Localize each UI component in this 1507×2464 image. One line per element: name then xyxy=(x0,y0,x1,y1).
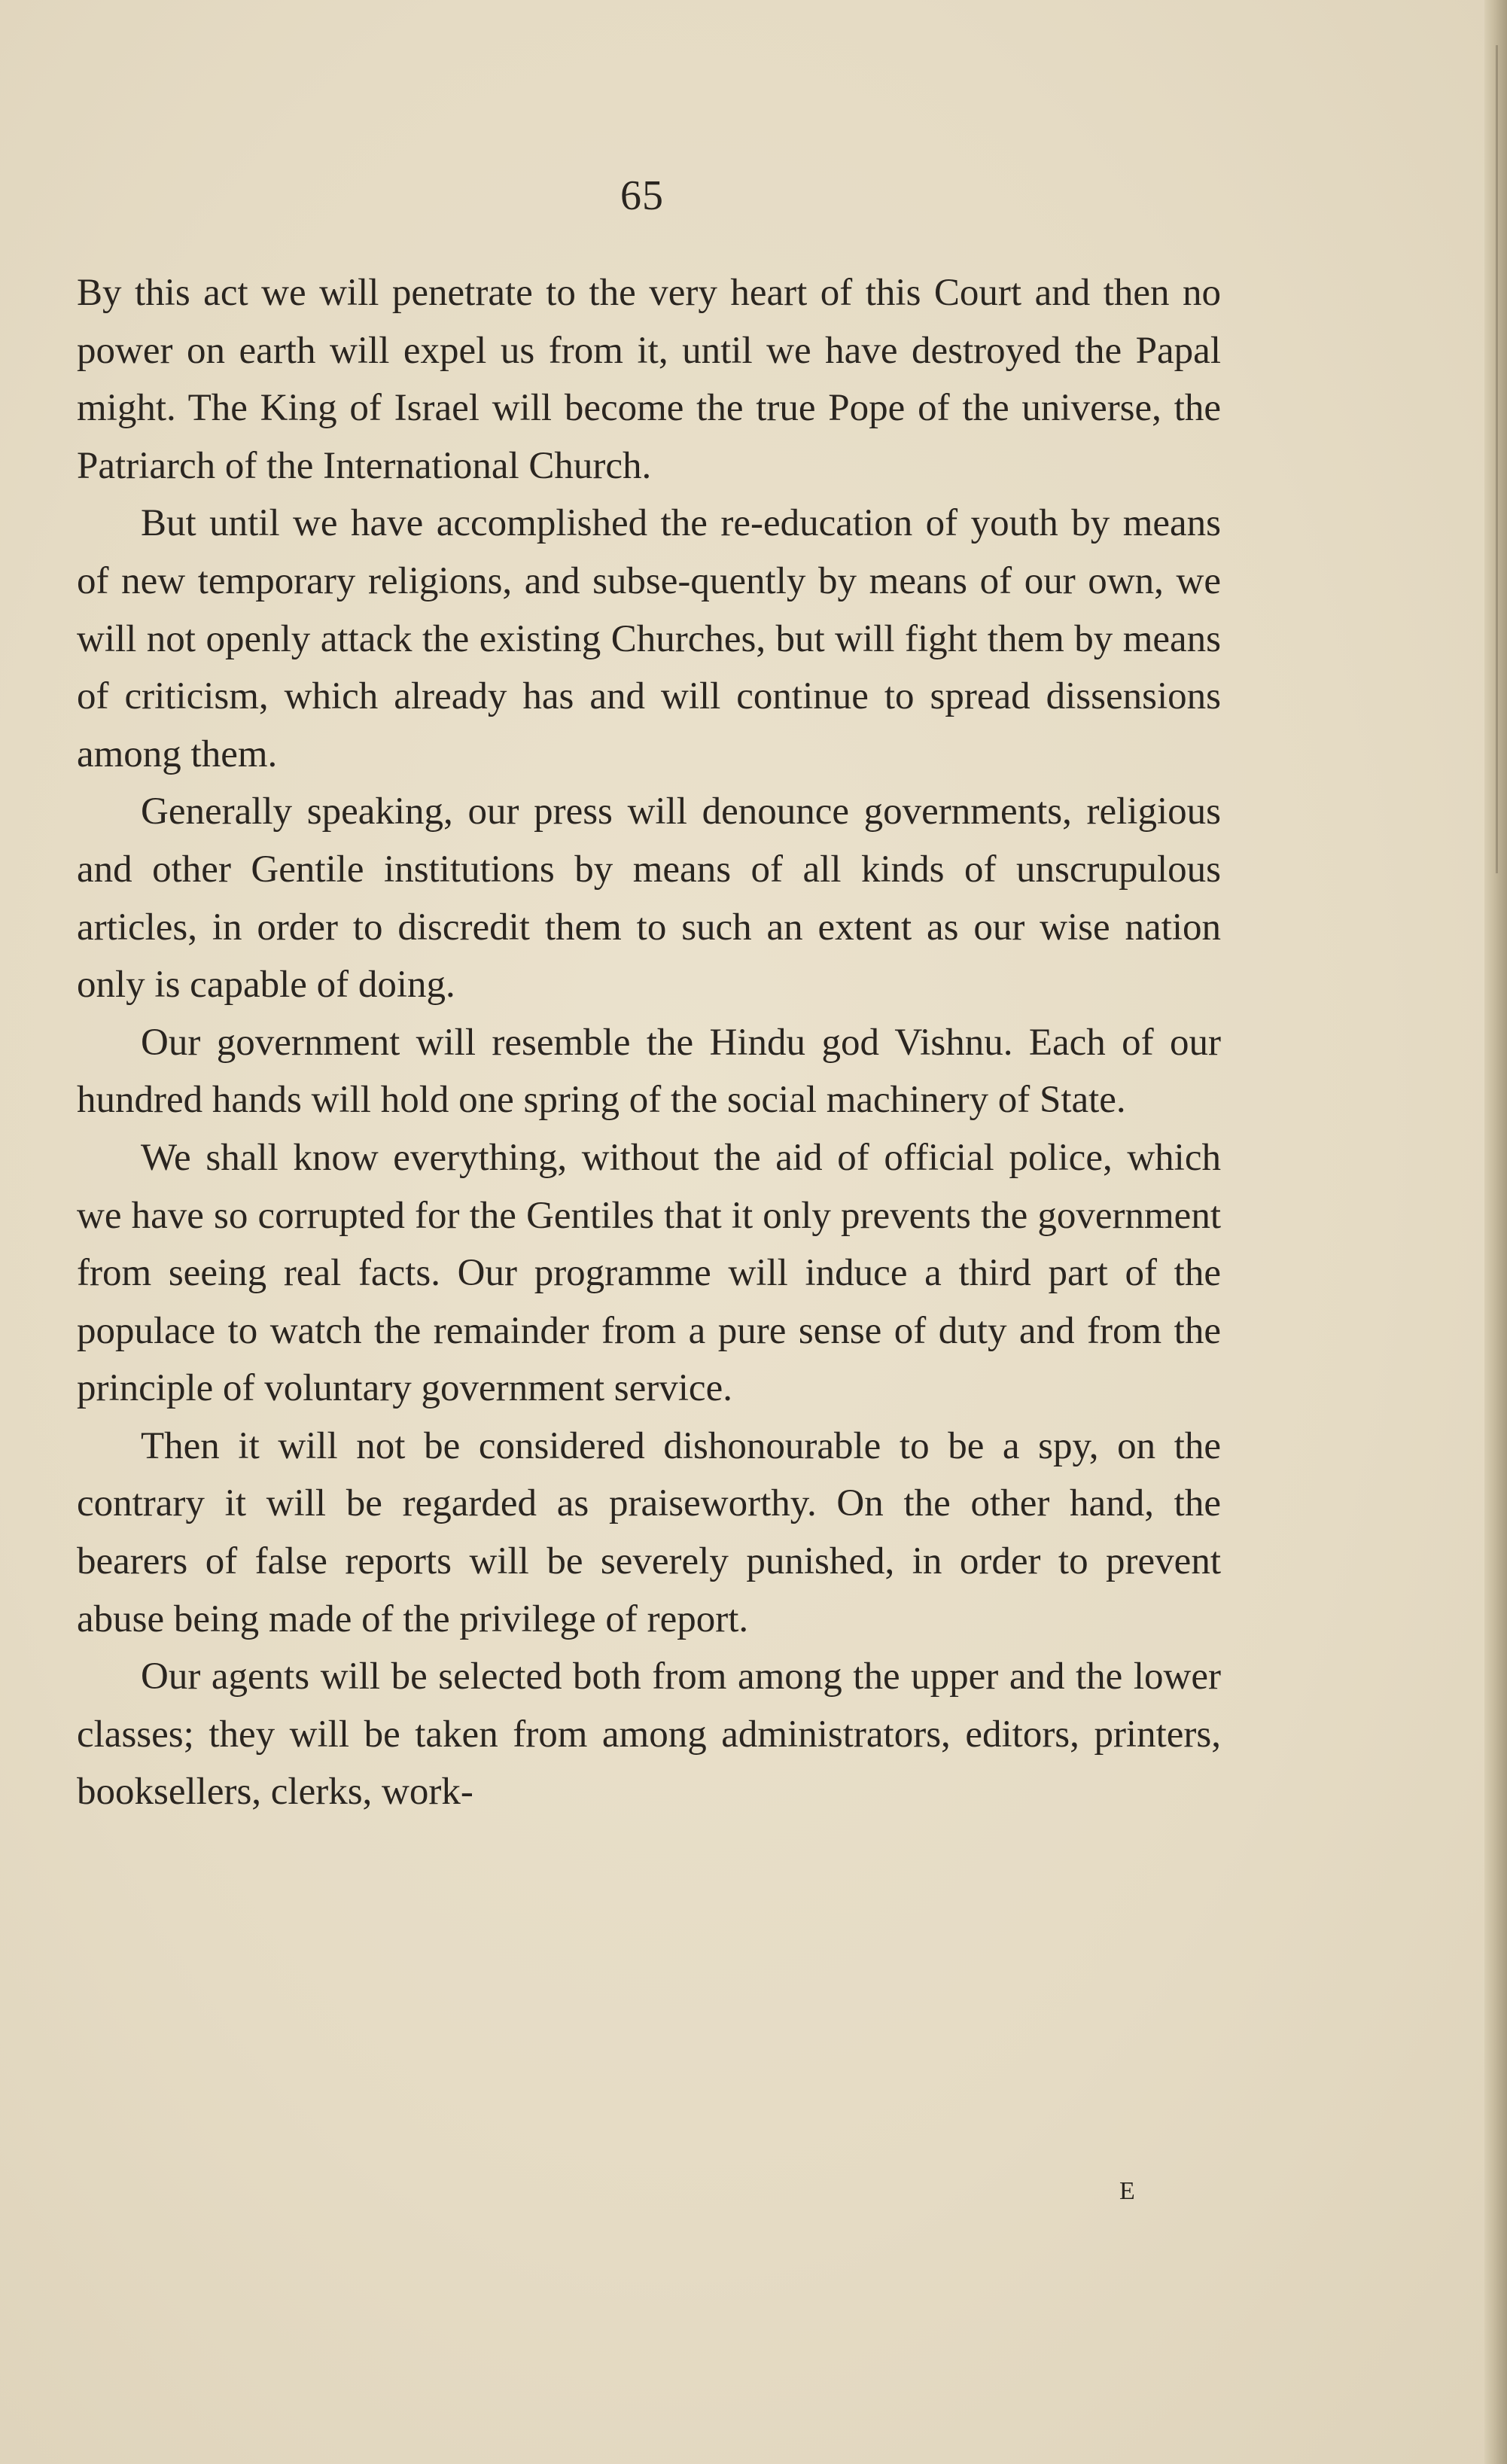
page-number: 65 xyxy=(620,172,664,219)
paragraph: Our agents will be selected both from among the upper and the lower classes; they will be taken from among administrators, editors, printers, booksellers, clerks, work- xyxy=(77,1655,1221,1814)
body-text xyxy=(77,264,1221,1821)
paragraph: Generally speaking, our press will denounce governments, religious and other Gentile institutions by means of all kinds of unscrupulous articles, in order to discredit them to such an extent as our wise nation only is capable of doing. xyxy=(77,790,1221,1007)
paragraph: Our government will resemble the Hindu god Vishnu. Each of our hundred hands will hold one spring of the social machinery of State. xyxy=(77,1021,1221,1122)
signature-mark: E xyxy=(1119,2177,1136,2205)
page-edge-shadow xyxy=(1496,45,1498,873)
page-edge xyxy=(1484,0,1507,2464)
paragraph: But until we have accomplished the re-education of youth by means of new temporary religions, and subse-quently by means of our own, we will not openly attack the existing Churches, but will fight them by means of criticism, which already has and will continue to spread dissensions among them. xyxy=(77,502,1221,775)
paragraph: We shall know everything, without the aid of official police, which we have so corrupted for the Gentiles that it only prevents the government from seeing real facts. Our programme will induce a third part of the populace to watch the remainder from a pure sense of duty and from the principle of voluntary government service. xyxy=(77,1136,1221,1410)
paragraph: By this act we will penetrate to the very heart of this Court and then no power on earth will expel us from it, until we have destroyed the Papal might. The King of Israel will become the true Pope of the universe, the Patriarch of the International Church. xyxy=(77,272,1221,487)
paragraph: Then it will not be considered dishonourable to be a spy, on the contrary it will be regarded as praiseworthy. On the other hand, the bearers of false reports will be severely punished, in order to prevent abuse being made of the privilege of report. xyxy=(77,1424,1221,1640)
